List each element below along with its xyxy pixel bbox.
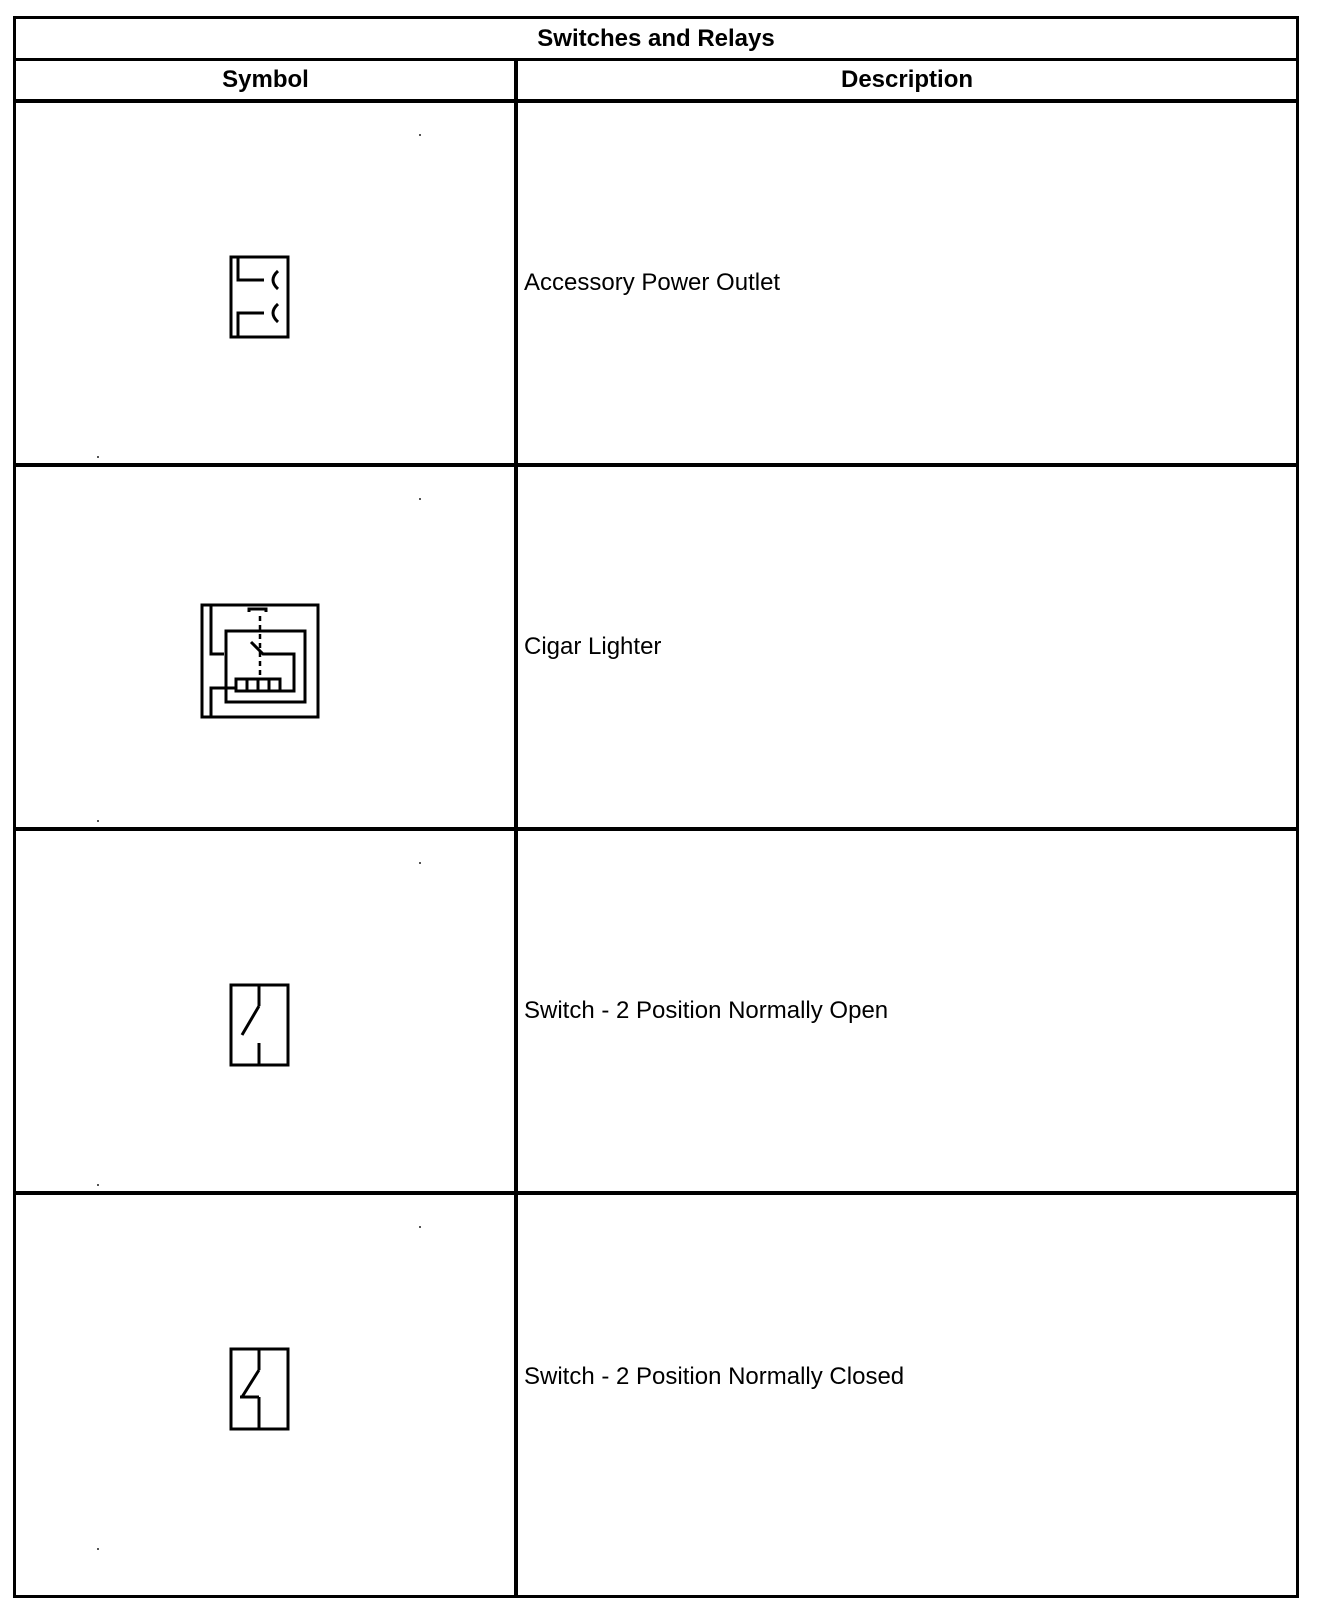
table-header-row [16,61,1296,103]
table-row [16,1195,1296,1598]
symbol-cell [16,1195,514,1598]
table-row [16,467,1296,831]
description-cell: Cigar Lighter [524,633,662,660]
description-cell: Switch - 2 Position Normally Closed [524,1363,905,1390]
symbol-column-header: Symbol [222,66,309,93]
description-cell: Accessory Power Outlet [524,269,781,296]
table-row [16,831,1296,1195]
table-title: Switches and Relays [16,19,1296,61]
symbols-table [13,16,1299,1598]
description-column-header: Description [840,66,974,93]
description-cell: Switch - 2 Position Normally Open [524,997,889,1024]
symbol-cell [16,467,514,827]
table-row [16,103,1296,467]
switch-normally-closed-symbol [228,1347,292,1431]
cigar-lighter-symbol [199,602,321,720]
symbol-cell [16,831,514,1191]
symbol-cell [16,103,514,463]
accessory-power-outlet-symbol [228,255,292,339]
switch-normally-open-symbol [228,983,292,1067]
